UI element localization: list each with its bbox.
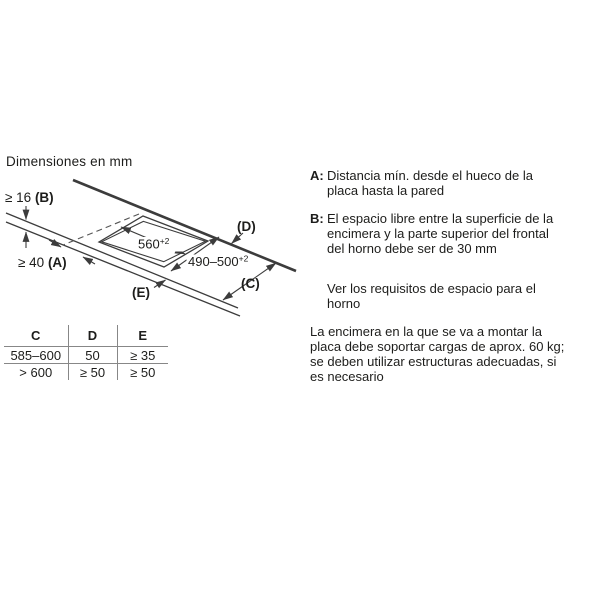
cutout-width-dimension: $560^{+2}$: [138, 236, 170, 252]
note-b: [310, 211, 586, 256]
note-b-label: B:: [310, 211, 324, 226]
note-b-line: encimera y la parte superior del frontal: [327, 226, 549, 241]
cutout-depth-dimension: $490-500^{+2}$: [188, 253, 249, 269]
label-d-arrow: [232, 233, 244, 244]
note-load-capacity-line: se deben utilizar estructuras adecuadas, si: [310, 354, 557, 369]
side-distance-arrow-right: [83, 257, 95, 264]
col-header-d: D: [68, 325, 117, 347]
note-load-capacity: [310, 324, 586, 384]
label-e: (E): [132, 285, 150, 300]
col-header-e: E: [117, 325, 168, 347]
note-b-line: del horno debe ser de 30 mm: [327, 241, 497, 256]
table-header-row: [4, 325, 168, 347]
cell-c1: 585–600: [4, 347, 68, 364]
cell-e2: ≥ 50: [130, 364, 156, 380]
label-d: (D): [237, 219, 256, 234]
note-b-line: El espacio libre entre la superficie de la: [327, 211, 554, 226]
thickness-dimension-label: ≥ 16 (B): [5, 190, 54, 205]
table-row: [4, 364, 168, 381]
cell-d2: ≥ 50: [68, 364, 117, 381]
note-a-line: Distancia mín. desde el hueco de la: [327, 168, 533, 183]
note-a-label: A:: [310, 168, 324, 183]
cell-c2: > 600: [4, 364, 68, 381]
note-oven-space-line: Ver los requisitos de espacio para el: [327, 281, 536, 296]
note-a: [310, 168, 586, 198]
dimensions-table: [4, 325, 168, 380]
note-a-line: placa hasta la pared: [327, 183, 445, 198]
col-header-c: C: [4, 325, 68, 347]
page-title: Dimensiones en mm: [6, 154, 133, 169]
cell-d1: 50: [68, 347, 117, 364]
worktop-back-edge: [73, 180, 296, 271]
table-row: [4, 347, 168, 364]
note-load-capacity-line: placa debe soportar cargas de aprox. 60 kg;: [310, 339, 565, 354]
label-e-arrow: [154, 280, 166, 288]
cell-e1: ≥ 35: [117, 347, 168, 364]
note-oven-space-line: horno: [327, 296, 361, 311]
note-load-capacity-line: es necesario: [310, 369, 384, 384]
side-distance-dimension-label: ≥ 40 (A): [18, 255, 67, 270]
note-oven-space: [310, 281, 586, 311]
note-load-capacity-line: La encimera en la que se va a montar la: [310, 324, 542, 339]
label-c: (C): [241, 276, 260, 291]
